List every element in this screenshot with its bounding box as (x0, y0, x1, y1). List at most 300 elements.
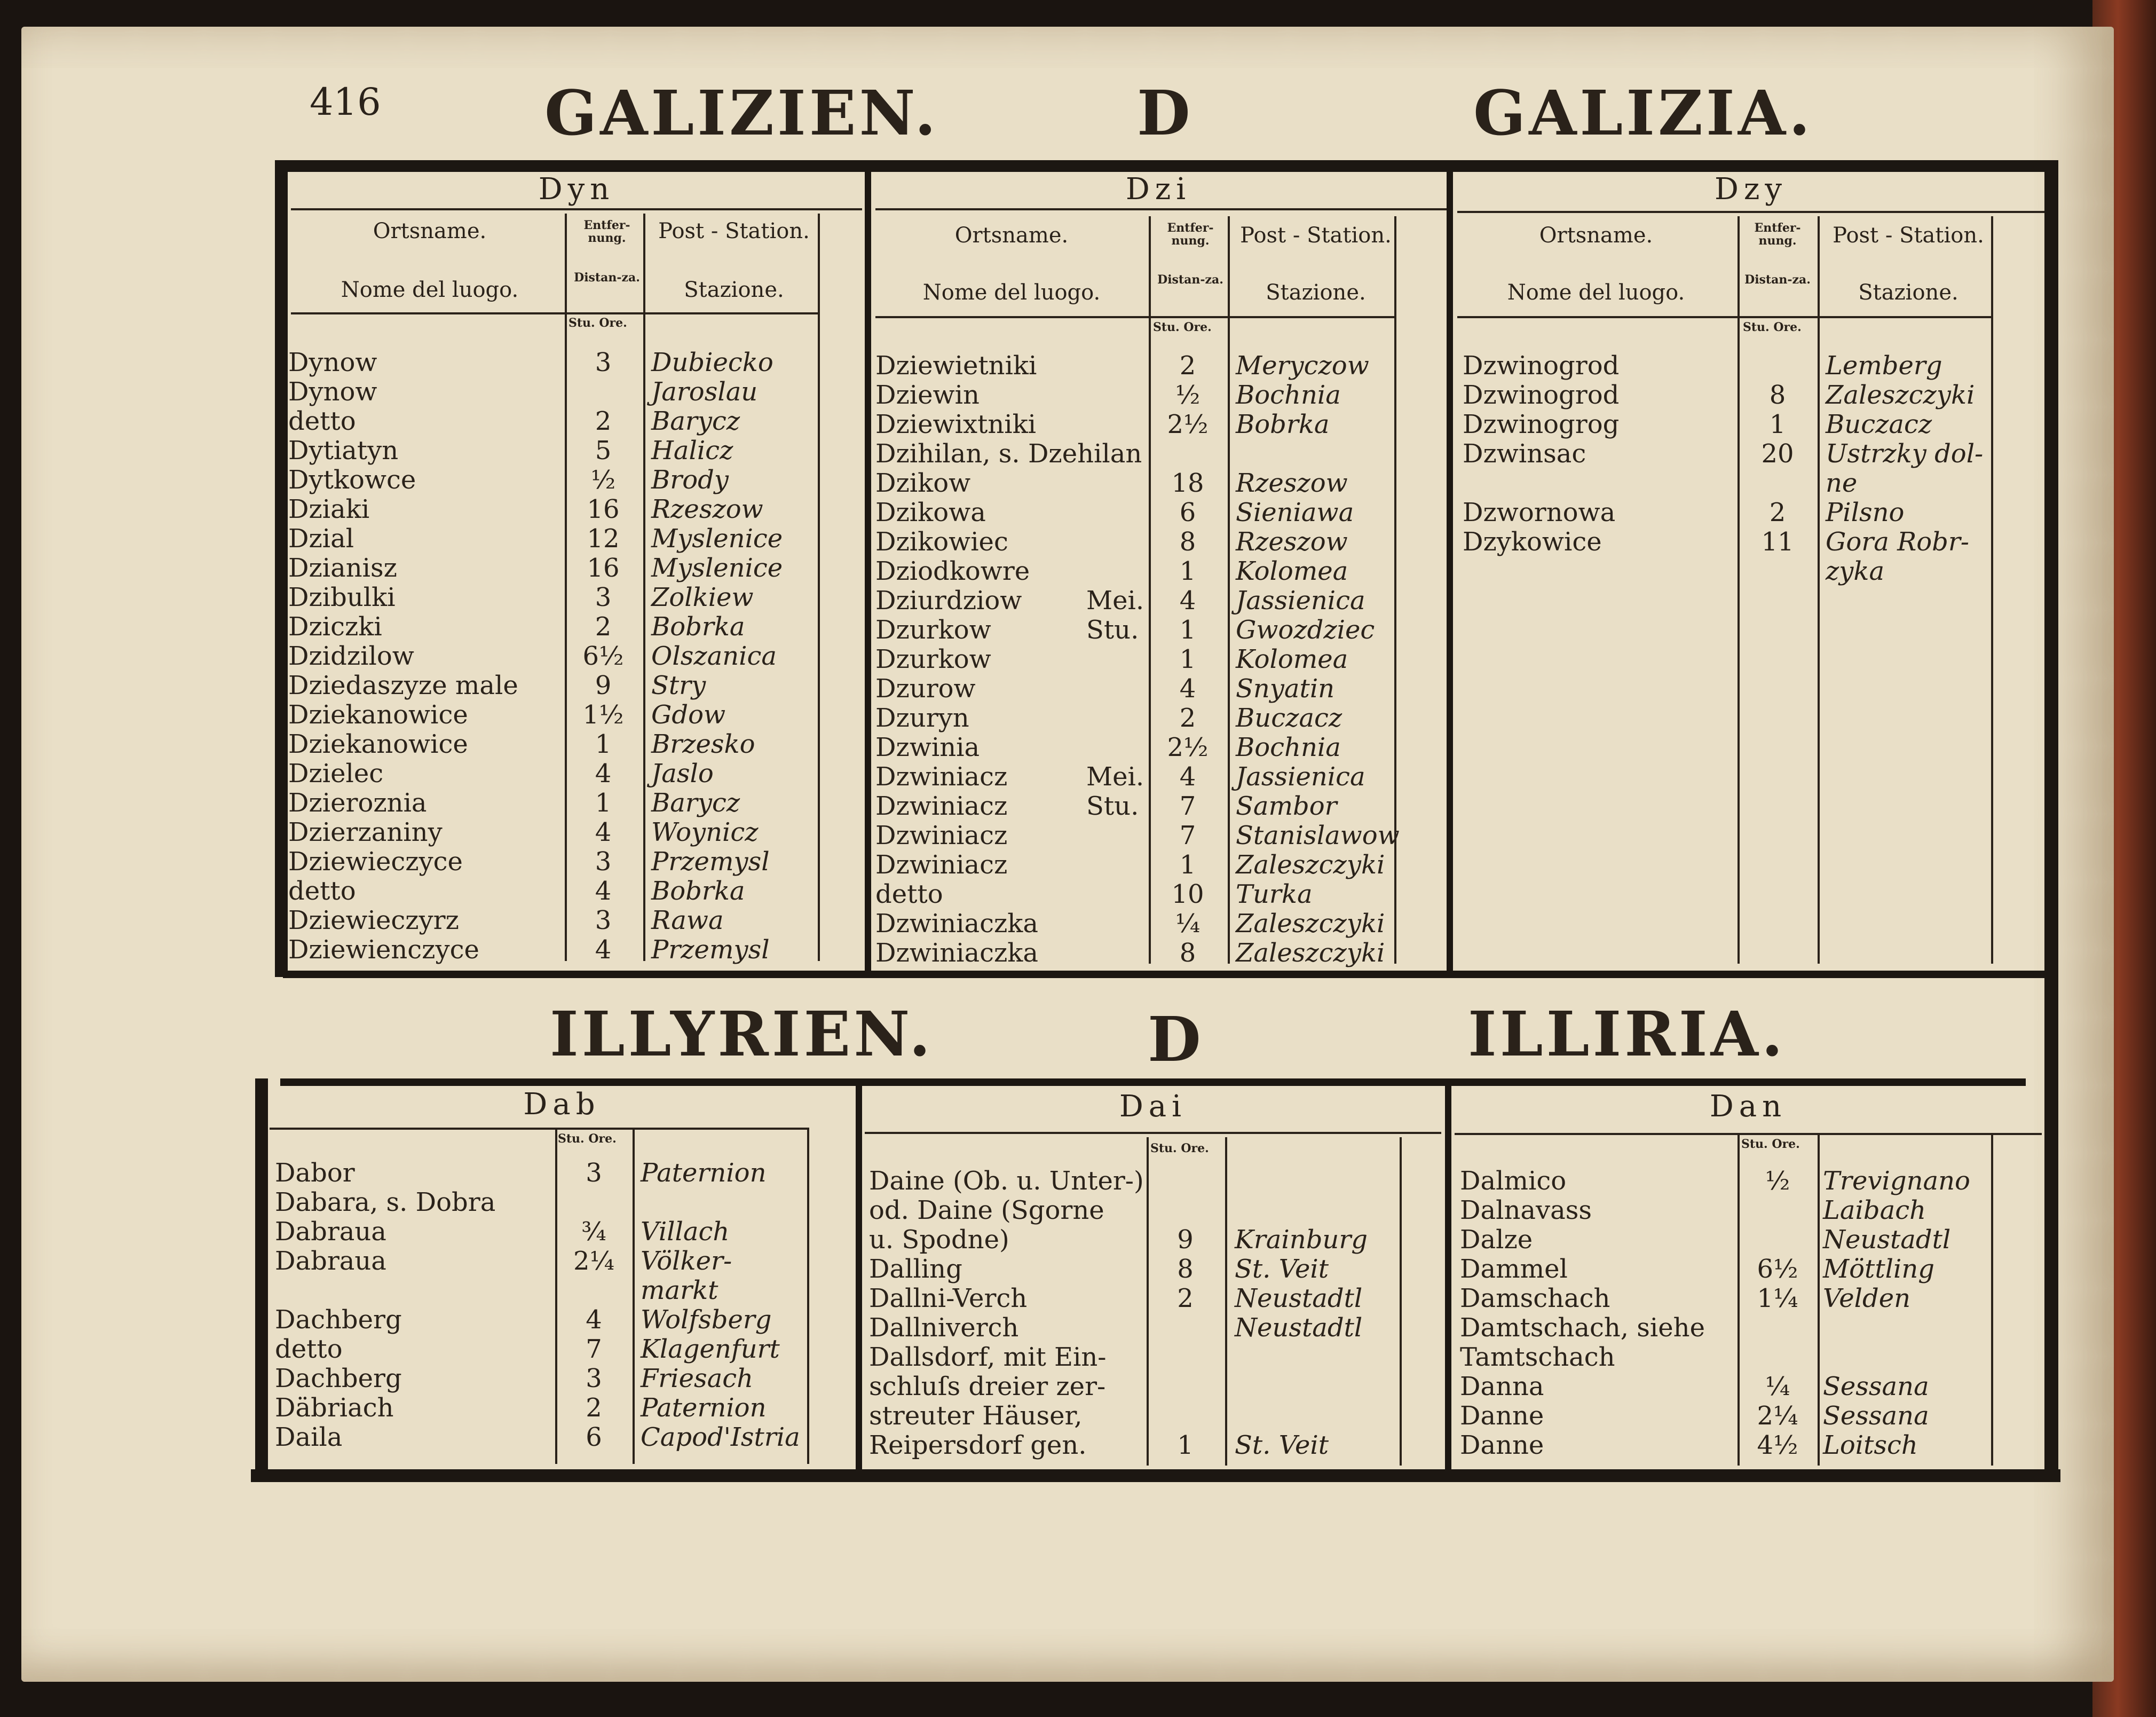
table-row (875, 498, 1409, 527)
post-station: Barycz (651, 788, 740, 818)
table-row (875, 821, 1409, 850)
table-row (288, 466, 822, 495)
table-row (875, 439, 1409, 469)
table-row (288, 818, 822, 847)
table-row (275, 1247, 809, 1276)
distance-hours: 6½ (1757, 1254, 1798, 1284)
table-row (869, 1401, 1403, 1431)
distance-hours: 3 (595, 348, 612, 377)
post-station: Kolomea (1236, 644, 1348, 674)
rows-dzi (875, 351, 1409, 968)
table-row (1460, 1196, 1994, 1225)
section-bar-bottom (280, 1078, 2026, 1086)
post-station: Rzeszow (651, 494, 763, 524)
table-row (275, 1276, 809, 1305)
post-station: Bobrka (651, 612, 745, 642)
post-station: Przemysl (651, 935, 770, 965)
post-station: Kolomea (1236, 556, 1348, 586)
distance-hours: 8 (1769, 380, 1786, 410)
post-station: Zaleszczyki (1236, 909, 1385, 939)
column-title-dan: Dan (1709, 1089, 1787, 1124)
place-name: Dynow (288, 348, 377, 377)
table-row (1463, 410, 1996, 439)
place-name: Dzibulki (288, 582, 396, 612)
post-station: Myslenice (651, 524, 783, 554)
table-row (275, 1423, 809, 1452)
place-name: Dziewieczyrz (288, 905, 459, 935)
header-ortsname: Ortsname. (373, 219, 487, 243)
table-row (288, 671, 822, 700)
place-name: Dytkowce (288, 465, 416, 495)
table-row (1460, 1225, 1994, 1255)
place-name: Dziaki (288, 494, 370, 524)
table-row (1463, 527, 1996, 557)
table-row (875, 410, 1409, 439)
table-row (288, 847, 822, 877)
table-row (1460, 1372, 1994, 1401)
place-name: Dzianisz (288, 553, 397, 583)
distance-hours: 8 (1179, 527, 1196, 557)
table-row (288, 700, 822, 730)
table-row (875, 557, 1409, 586)
header-entfernung: Entfer-nung. (1754, 221, 1801, 248)
rule (875, 208, 1447, 210)
post-station: Barycz (651, 406, 740, 436)
divider-4 (1445, 1086, 1451, 1470)
post-station: St. Veit (1235, 1254, 1329, 1284)
post-station: Przemysl (651, 847, 770, 877)
table-row (875, 792, 1409, 821)
distance-hours: 4 (595, 935, 612, 965)
distance-hours: 2 (1769, 498, 1786, 527)
place-name: Dalnavass (1460, 1195, 1592, 1225)
distance-hours: ½ (1175, 380, 1201, 410)
table-row (869, 1431, 1403, 1460)
header-stu-ore: Stu. Ore. (1743, 320, 1802, 334)
header-distanza: Distan-za. (1157, 273, 1223, 287)
column-title-dzy: Dzy (1714, 172, 1788, 207)
table-row (869, 1167, 1403, 1196)
rule (270, 1128, 809, 1130)
rule (1457, 211, 2044, 213)
place-name: Dallni-Verch (869, 1283, 1028, 1313)
table-row (275, 1159, 809, 1188)
distance-hours: 4 (595, 759, 612, 789)
distance-hours: 18 (1171, 468, 1204, 498)
post-station: Zaleszczyki (1236, 850, 1385, 880)
header-nome: Nome del luogo. (922, 280, 1101, 305)
col-line (1818, 216, 1820, 964)
place-name: Dammel (1460, 1254, 1568, 1284)
post-station: ne (1826, 468, 1858, 498)
place-name: Dzieroznia (288, 788, 427, 818)
place-name: Dzikow (875, 468, 971, 498)
place-name: Dzwiniaczka (875, 909, 1038, 939)
post-station: Trevignano (1823, 1166, 1970, 1196)
distance-hours: 7 (1179, 791, 1196, 821)
post-station: Möttling (1823, 1254, 1934, 1284)
header-stu-ore: Stu. Ore. (558, 1132, 617, 1146)
distance-hours: 2 (1177, 1283, 1194, 1313)
table-row (875, 909, 1409, 939)
table-row (1460, 1284, 1994, 1313)
distance-hours: 2 (595, 406, 612, 436)
rule (1455, 1133, 2042, 1135)
header-distanza: Distan-za. (574, 271, 640, 285)
post-station: Myslenice (651, 553, 783, 583)
distance-hours: ¼ (1175, 909, 1201, 939)
header-distanza: Distan-za. (1744, 273, 1811, 287)
place-name: Dzwiniacz (875, 821, 1008, 850)
header-post-station: Post - Station. (1240, 223, 1392, 248)
column-title-dyn: Dyn (538, 172, 615, 207)
col-line (1991, 216, 1993, 964)
place-name: detto (275, 1334, 343, 1364)
table-row (875, 733, 1409, 762)
place-name: Dzwinogrod (1463, 380, 1620, 410)
place-name: Dziewienczyce (288, 935, 479, 965)
post-station: Rzeszow (1236, 527, 1348, 557)
place-note: Mei. (1086, 762, 1144, 792)
table-row (288, 935, 822, 965)
post-station: Halicz (651, 436, 733, 466)
distance-hours: 9 (595, 671, 612, 700)
place-name: Dziewin (875, 380, 980, 410)
distance-hours: 7 (1179, 821, 1196, 850)
rule (1457, 316, 1991, 318)
post-station: Dubiecko (651, 348, 773, 377)
table-row (288, 583, 822, 612)
divider-2 (1447, 172, 1453, 973)
table-row (1463, 498, 1996, 527)
illyria-title-italian: ILLIRIA. (1468, 998, 1786, 1070)
header-stu-ore: Stu. Ore. (1150, 1141, 1209, 1155)
post-station: Ustrzky dol- (1826, 439, 1984, 469)
header-stu-ore: Stu. Ore. (1153, 320, 1212, 334)
table-row (1460, 1343, 1994, 1372)
table-row (288, 377, 822, 407)
distance-hours: 3 (595, 847, 612, 877)
place-name: Dziewietniki (875, 351, 1037, 381)
table-row (1460, 1313, 1994, 1343)
place-name: detto (288, 406, 356, 436)
place-name: Reipersdorf gen. (869, 1430, 1087, 1460)
post-station: Zaleszczyki (1826, 380, 1975, 410)
distance-hours: 5 (595, 436, 612, 466)
post-station: markt (641, 1275, 718, 1305)
post-station: Buczacz (1236, 703, 1342, 733)
table-row (875, 850, 1409, 880)
post-station: Woynicz (651, 817, 759, 847)
table-row (875, 586, 1409, 616)
table-row (288, 436, 822, 466)
post-station: Gwozdziec (1236, 615, 1375, 645)
table-row (869, 1313, 1403, 1343)
distance-hours: 7 (586, 1334, 602, 1364)
distance-hours: 1 (1179, 556, 1196, 586)
place-name: Dallsdorf, mit Ein- (869, 1342, 1107, 1372)
distance-hours: 4 (595, 817, 612, 847)
table-row (1460, 1401, 1994, 1431)
header-entfernung: Entfer-nung. (1167, 221, 1214, 248)
rows-dzy (1463, 351, 1996, 586)
distance-hours: 1 (1177, 1430, 1194, 1460)
post-station: Meryczow (1236, 351, 1369, 381)
place-name: Damtschach, siehe (1460, 1313, 1705, 1343)
distance-hours: 1 (595, 729, 612, 759)
place-name: Dzial (288, 524, 354, 554)
header-nome: Nome del luogo. (1507, 280, 1685, 305)
post-station: Olszanica (651, 641, 777, 671)
place-name: Dzierzaniny (288, 817, 443, 847)
place-name: Dzidzilow (288, 641, 414, 671)
place-name: Dzwornowa (1463, 498, 1616, 527)
distance-hours: 2 (1179, 703, 1196, 733)
post-station: Bochnia (1236, 380, 1341, 410)
distance-hours: 4 (1179, 586, 1196, 616)
frame-bottom (251, 1469, 2060, 1482)
place-name: Dzurkow (875, 644, 991, 674)
place-name: detto (875, 879, 943, 909)
distance-hours: 2¼ (573, 1246, 615, 1276)
distance-hours: 16 (587, 494, 620, 524)
post-station: Capod'Istria (641, 1422, 800, 1452)
header-ortsname: Ortsname. (1539, 223, 1653, 248)
title-letter: D (1137, 77, 1190, 149)
table-row (288, 612, 822, 642)
post-station: Wolfsberg (641, 1305, 772, 1335)
distance-hours: 20 (1761, 439, 1794, 469)
place-name: Damschach (1460, 1283, 1610, 1313)
distance-hours: 4½ (1757, 1430, 1798, 1460)
distance-hours: ¼ (1765, 1372, 1790, 1401)
column-title-dab: Dab (523, 1087, 601, 1122)
table-row (1463, 439, 1996, 469)
distance-hours: 8 (1179, 938, 1196, 968)
column-title-dzi: Dzi (1125, 172, 1191, 207)
place-name: Dziczki (288, 612, 382, 642)
place-name: Dzikowiec (875, 527, 1008, 557)
place-name: Dachberg (275, 1364, 402, 1393)
table-row (288, 877, 822, 906)
table-row (288, 495, 822, 524)
table-row (875, 616, 1409, 645)
illyria-title-german: ILLYRIEN. (550, 998, 934, 1070)
place-name: Danna (1460, 1372, 1544, 1401)
table-row (288, 642, 822, 671)
table-row (875, 880, 1409, 909)
table-row (875, 469, 1409, 498)
distance-hours: 4 (595, 876, 612, 906)
place-name: Dalling (869, 1254, 962, 1284)
place-note: Stu. (1086, 791, 1139, 821)
post-station: Velden (1823, 1283, 1911, 1313)
place-name: Dzuryn (875, 703, 969, 733)
place-name: Daila (275, 1422, 343, 1452)
table-row (288, 554, 822, 583)
rows-dyn (288, 348, 822, 965)
place-name: Dziurdziow (875, 586, 1022, 616)
place-note: Stu. (1086, 615, 1139, 645)
divider-1 (865, 172, 871, 973)
table-row (275, 1188, 809, 1217)
post-station: Klagenfurt (641, 1334, 780, 1364)
header-stazione: Stazione. (684, 278, 784, 302)
header-stu-ore: Stu. Ore. (568, 316, 627, 330)
post-station: Gdow (651, 700, 726, 730)
post-station: Brody (651, 465, 729, 495)
place-name: Dabara, s. Dobra (275, 1187, 496, 1217)
distance-hours: 10 (1171, 879, 1204, 909)
post-station: Lemberg (1826, 351, 1942, 381)
distance-hours: 2 (1179, 351, 1196, 381)
post-station: Völker- (641, 1246, 732, 1276)
table-row (275, 1217, 809, 1247)
post-station: Neustadtl (1235, 1283, 1363, 1313)
post-station: Friesach (641, 1364, 754, 1393)
frame-top (275, 160, 2058, 172)
post-station: Stanislawow (1236, 821, 1400, 850)
rows-dab (275, 1159, 809, 1452)
divider-3 (856, 1086, 862, 1470)
table-row (275, 1335, 809, 1364)
distance-hours: 6 (1179, 498, 1196, 527)
place-name: streuter Häuser, (869, 1401, 1083, 1431)
place-name: Dziedaszyze male (288, 671, 518, 700)
table-row (275, 1364, 809, 1393)
place-name: Tamtschach (1460, 1342, 1615, 1372)
place-name: Dzwiniacz (875, 850, 1008, 880)
post-station: Loitsch (1823, 1430, 1918, 1460)
table-row (275, 1305, 809, 1335)
post-station: zyka (1826, 556, 1885, 586)
header-post-station: Post - Station. (1833, 223, 1984, 248)
distance-hours: 4 (586, 1305, 602, 1335)
post-station: Jaslo (651, 759, 714, 789)
table-row (1463, 351, 1996, 381)
place-name: Dzwiniaczka (875, 938, 1038, 968)
place-name: Dynow (288, 377, 377, 407)
distance-hours: 1 (1179, 615, 1196, 645)
place-name: Dziodkowre (875, 556, 1030, 586)
col-line (1738, 216, 1740, 964)
distance-hours: 2 (595, 612, 612, 642)
table-row (869, 1225, 1403, 1255)
frame-left-upper (275, 160, 288, 977)
post-station: Sessana (1823, 1401, 1929, 1431)
post-station: Jassienica (1236, 762, 1365, 792)
rule (291, 208, 862, 210)
rows-dan (1460, 1167, 1994, 1460)
distance-hours: ½ (1765, 1166, 1790, 1196)
illyria-title-letter: D (1148, 1004, 1201, 1076)
table-row (1463, 469, 1996, 498)
post-station: Buczacz (1826, 409, 1932, 439)
post-station: Bobrka (651, 876, 745, 906)
distance-hours: 1½ (582, 700, 624, 730)
table-row (1463, 557, 1996, 586)
table-row (875, 762, 1409, 792)
distance-hours: 8 (1177, 1254, 1194, 1284)
distance-hours: 1 (1179, 850, 1196, 880)
table-row (875, 645, 1409, 674)
post-station: Turka (1236, 879, 1313, 909)
distance-hours: 1 (1179, 644, 1196, 674)
place-name: Dzihilan, s. Dzehilan (875, 439, 1142, 469)
post-station: Sieniawa (1236, 498, 1354, 527)
distance-hours: 9 (1177, 1225, 1194, 1255)
table-row (875, 381, 1409, 410)
section-bar-top (283, 971, 2044, 978)
place-name: Daine (Ob. u. Unter-) (869, 1166, 1144, 1196)
table-row (875, 351, 1409, 381)
place-name: Dabraua (275, 1246, 386, 1276)
post-station: Zolkiew (651, 582, 754, 612)
header-stazione: Stazione. (1266, 280, 1366, 305)
place-name: Däbriach (275, 1393, 394, 1423)
distance-hours: ½ (590, 465, 616, 495)
frame-right (2044, 160, 2058, 1482)
post-station: Rzeszow (1236, 468, 1348, 498)
distance-hours: 2 (586, 1393, 602, 1423)
place-name: Danne (1460, 1430, 1544, 1460)
title-italian: GALIZIA. (1473, 77, 1814, 149)
place-name: Dzurkow (875, 615, 991, 645)
place-name: Dzwinia (875, 733, 980, 762)
place-name: u. Spodne) (869, 1225, 1009, 1255)
table-row (869, 1343, 1403, 1372)
column-title-dai: Dai (1119, 1089, 1187, 1124)
post-station: St. Veit (1235, 1430, 1329, 1460)
table-row (869, 1196, 1403, 1225)
place-name: Dachberg (275, 1305, 402, 1335)
distance-hours: 11 (1761, 527, 1794, 557)
post-station: Sambor (1236, 791, 1337, 821)
place-name: Dziekanowice (288, 729, 468, 759)
table-row (288, 789, 822, 818)
post-station: Pilsno (1826, 498, 1905, 527)
frame-left-lower (255, 1078, 268, 1482)
place-name: Dalmico (1460, 1166, 1567, 1196)
table-row (869, 1284, 1403, 1313)
distance-hours: 3 (586, 1158, 602, 1188)
table-row (288, 759, 822, 789)
table-row (875, 704, 1409, 733)
post-station: Neustadtl (1823, 1225, 1951, 1255)
rows-dai (869, 1167, 1403, 1460)
distance-hours: 6 (586, 1422, 602, 1452)
place-name: Dzwinsac (1463, 439, 1586, 469)
place-name: detto (288, 876, 356, 906)
table-row (869, 1372, 1403, 1401)
table-row (288, 906, 822, 935)
post-station: Jaroslau (651, 377, 758, 407)
post-station: Laibach (1823, 1195, 1926, 1225)
header-stazione: Stazione. (1858, 280, 1958, 305)
place-name: Dzurow (875, 674, 976, 704)
table-row (288, 730, 822, 759)
place-name: od. Daine (Sgorne (869, 1195, 1104, 1225)
post-station: Sessana (1823, 1372, 1929, 1401)
post-station: Paternion (641, 1393, 767, 1423)
distance-hours: 3 (595, 905, 612, 935)
rule (875, 316, 1396, 318)
distance-hours: 1 (595, 788, 612, 818)
place-name: Dzwiniacz (875, 791, 1008, 821)
header-nome: Nome del luogo. (341, 278, 519, 302)
table-row (1460, 1431, 1994, 1460)
place-name: Dalze (1460, 1225, 1533, 1255)
